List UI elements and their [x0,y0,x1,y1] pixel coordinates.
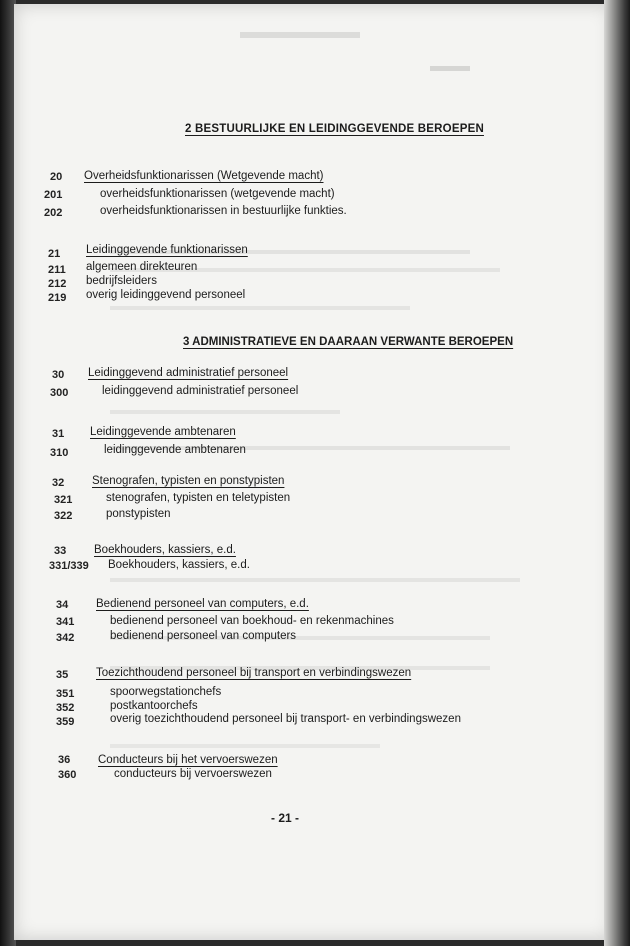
group-title: Overheidsfunktionarissen (Wetgevende macht) [84,170,324,182]
group-code: 20 [50,171,63,183]
item-code: 322 [54,510,73,522]
item-label: postkantoorchefs [110,700,198,712]
group-title: Leidinggevend administratief personeel [88,367,289,379]
item-label: Boekhouders, kassiers, e.d. [108,559,250,571]
item-code: 310 [50,447,69,459]
item-label: stenografen, typisten en teletypisten [106,492,291,504]
item-label: bedienend personeel van computers [110,630,297,642]
item-code: 341 [56,616,75,628]
group-code: 36 [58,754,71,766]
item-label: leidinggevende ambtenaren [104,444,246,456]
item-code: 219 [48,292,67,304]
group-title: Conducteurs bij het vervoerswezen [98,754,278,766]
item-code: 211 [48,264,66,276]
section-heading-3: 3 ADMINISTRATIEVE EN DAARAAN VERWANTE BEROEPEN [183,336,514,348]
item-label: bedrijfsleiders [86,275,157,287]
item-code: 212 [48,278,67,290]
item-label: overheidsfunktionarissen in bestuurlijke funkties. [100,205,347,217]
group-code: 35 [56,669,69,681]
item-label: overheidsfunktionarissen (wetgevende macht) [100,188,335,200]
group-title: Stenografen, typisten en ponstypisten [92,475,285,487]
group-title: Boekhouders, kassiers, e.d. [94,544,236,556]
group-title: Leidinggevende ambtenaren [90,426,236,438]
item-code: 352 [56,702,75,714]
item-code: 202 [44,207,63,219]
item-code: 351 [56,688,75,700]
page-number: - 21 - [271,811,300,825]
group-code: 34 [56,599,69,611]
group-code: 32 [52,477,65,489]
item-code: 360 [58,769,77,781]
group-title: Bedienend personeel van computers, e.d. [96,598,309,610]
item-label: algemeen direkteuren [86,261,198,273]
group-title: Leidinggevende funktionarissen [86,244,248,256]
item-label: bedienend personeel van boekhoud- en rekenmachines [110,615,394,627]
item-label: spoorwegstationchefs [110,686,222,698]
item-label: overig toezichthoudend personeel bij transport- en verbindingswezen [110,713,461,725]
group-code: 33 [54,545,67,557]
scan-right-edge [604,0,630,946]
section-heading-2: 2 BESTUURLIJKE EN LEIDINGGEVENDE BEROEPEN [185,123,484,135]
item-label: ponstypisten [106,508,171,520]
group-code: 31 [52,428,65,440]
item-code: 201 [44,189,63,201]
item-code: 331/339 [49,560,89,572]
group-title: Toezichthoudend personeel bij transport en verbindingswezen [96,667,412,679]
item-code: 359 [56,716,75,728]
item-code: 321 [54,494,73,506]
item-code: 300 [50,387,69,399]
item-label: leidinggevend administratief personeel [102,385,299,397]
group-code: 21 [48,248,61,260]
item-label: overig leidinggevend personeel [86,289,246,301]
group-code: 30 [52,369,65,381]
item-code: 342 [56,632,75,644]
item-label: conducteurs bij vervoerswezen [114,768,272,780]
document-page [14,4,612,940]
